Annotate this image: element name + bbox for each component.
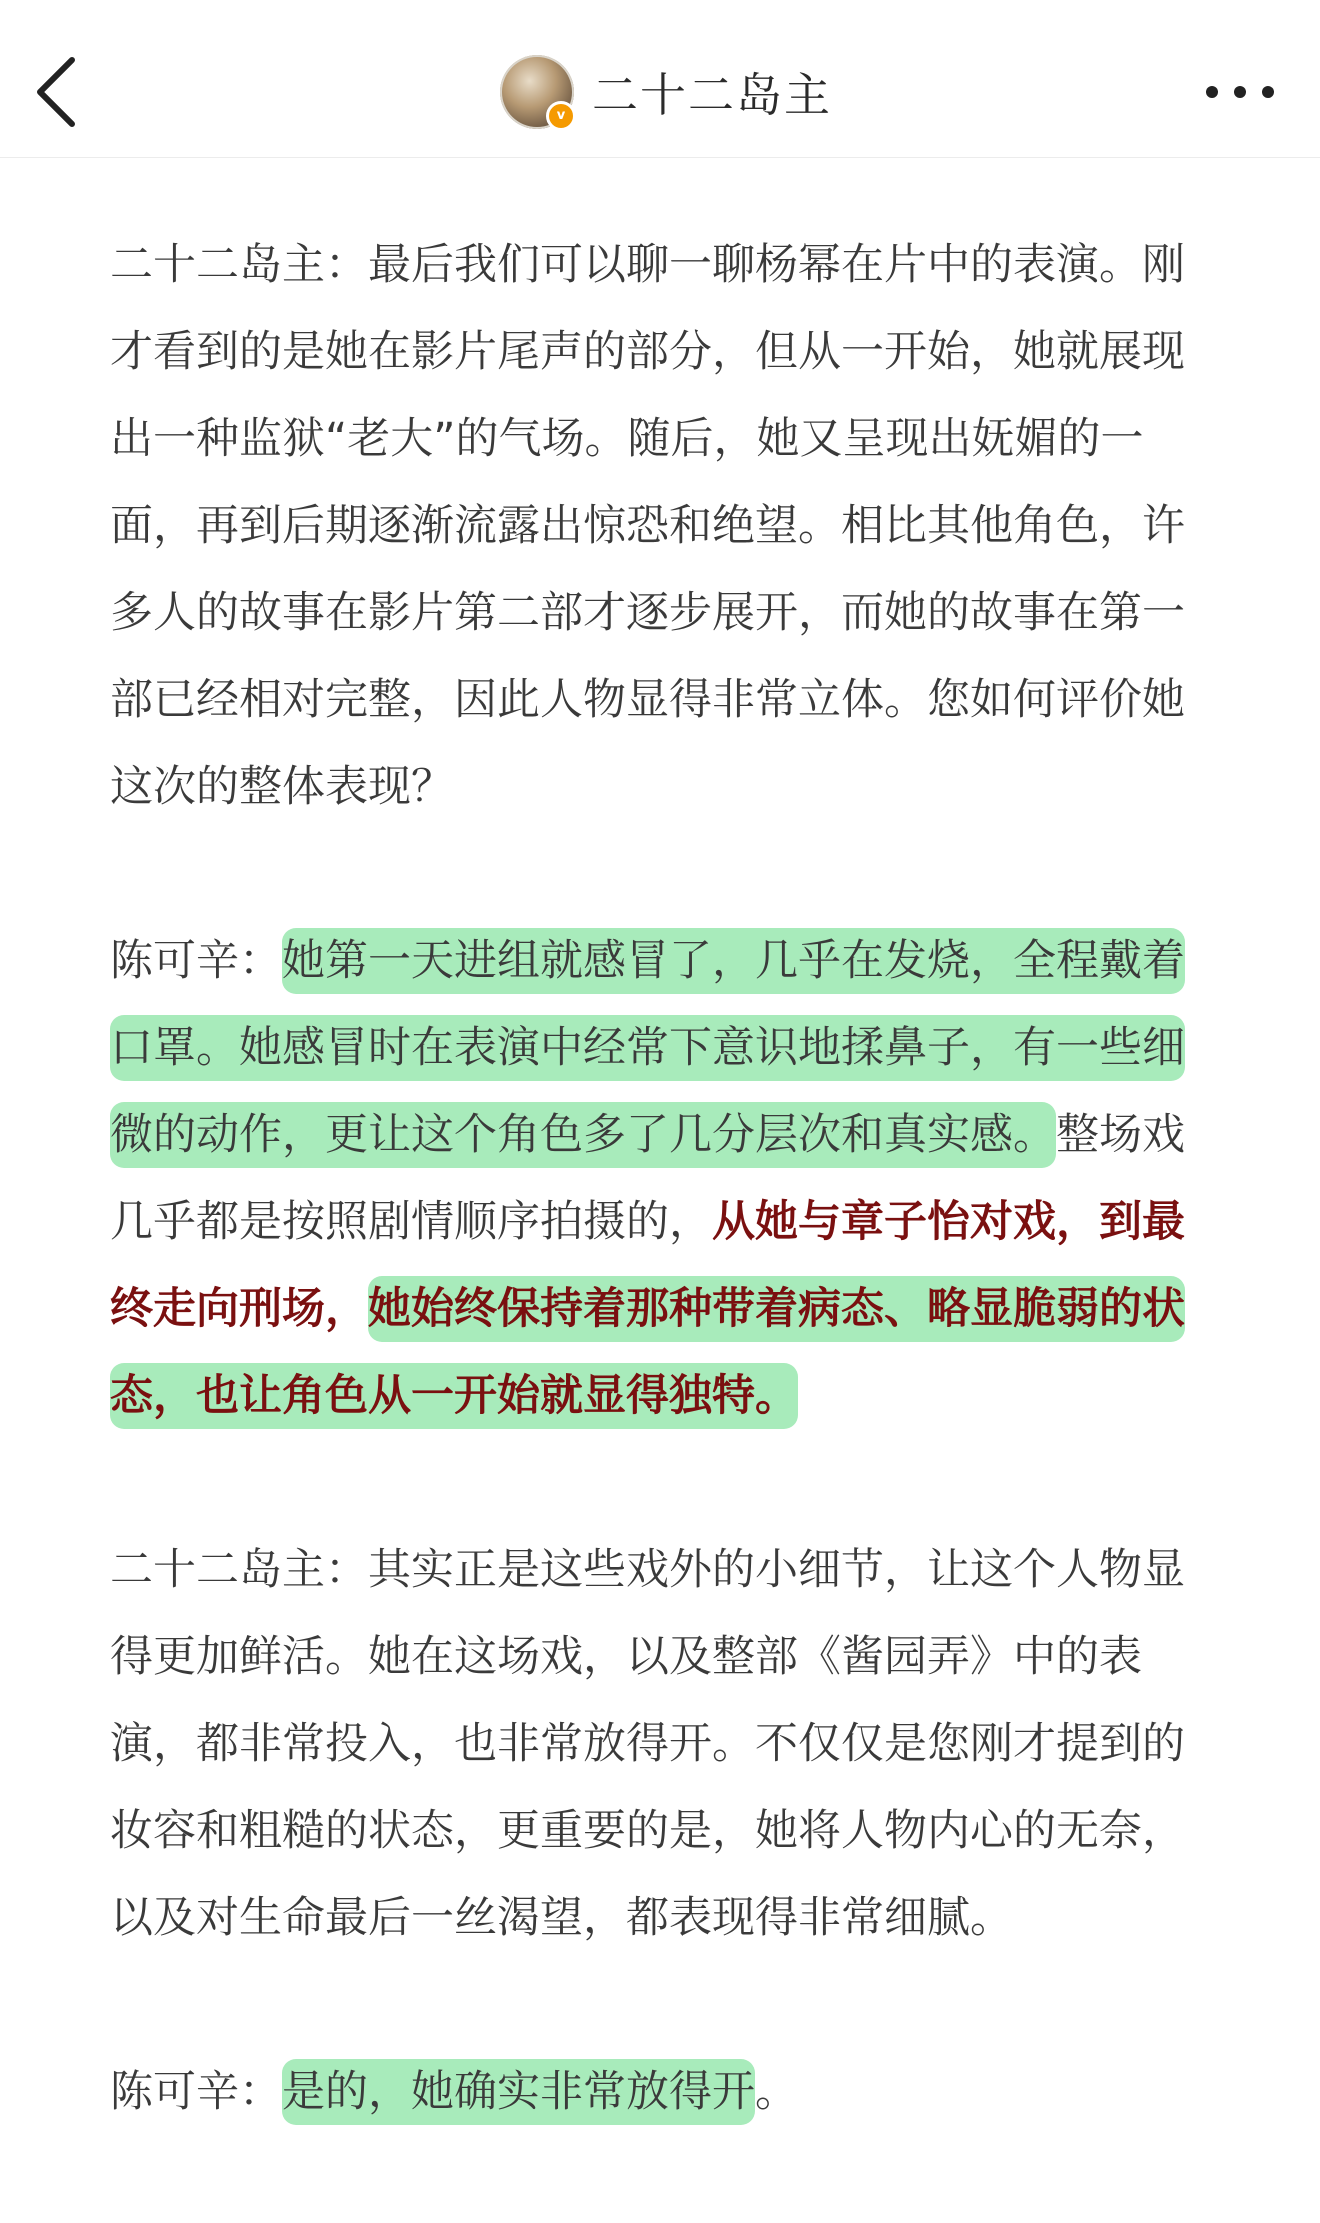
verified-badge-icon: v bbox=[546, 101, 576, 131]
paragraph-text: 最后我们可以聊一聊杨幂在片中的表演。刚才看到的是她在影片尾声的部分，但从一开始，她就展现出一种监狱“老大”的气场。随后，她又呈现出妩媚的一面，再到后期逐渐流露出惊恐和绝望。相比其他角色，许多人的故事在影片第二部才逐步展开，而她的故事在第一部已经相对完整，因此人物显得非常立体。您如何评价她这次的整体表现？ bbox=[110, 240, 1185, 812]
avatar[interactable] bbox=[500, 55, 574, 129]
bold-highlighted-text: 她始终保持着那种带着病态、略显脆弱的状态，也让角色从一开始就显得独特。 bbox=[110, 1276, 1185, 1429]
speaker-label: 陈可辛： bbox=[110, 936, 282, 986]
paragraph-4 bbox=[110, 2049, 1220, 2136]
paragraph-text: 整场戏几乎都是按照剧情顺序拍摄的， bbox=[110, 1110, 1185, 1247]
paragraph-1 bbox=[110, 222, 1220, 831]
highlighted-text: 是的，她确实非常放得开 bbox=[282, 2059, 755, 2125]
speaker-label: 二十二岛主： bbox=[110, 240, 368, 290]
paragraph-text: 其实正是这些戏外的小细节，让这个人物显得更加鲜活。她在这场戏，以及整部《酱园弄》中的表演，都非常投入，也非常放得开。不仅仅是您刚才提到的妆容和粗糙的状态，更重要的是，她将人物内心的无奈，以及对生命最后一丝渴望，都表现得非常细腻。 bbox=[110, 1545, 1185, 1943]
paragraph-3 bbox=[110, 1527, 1220, 1962]
paragraph-text: 。 bbox=[755, 2067, 798, 2117]
chevron-left-icon[interactable] bbox=[28, 52, 84, 132]
article-body bbox=[110, 222, 1220, 2223]
top-navigation-bar bbox=[0, 0, 1320, 158]
speaker-label: 二十二岛主： bbox=[110, 1545, 368, 1595]
account-name[interactable]: 二十二岛主 bbox=[592, 68, 832, 122]
bold-dark-text: 从她与章子怡对戏，到最终走向刑场， bbox=[110, 1197, 1185, 1334]
account-header[interactable] bbox=[500, 52, 832, 132]
more-horizontal-icon[interactable] bbox=[1200, 72, 1280, 112]
speaker-label: 陈可辛： bbox=[110, 2067, 282, 2117]
highlighted-text: 她第一天进组就感冒了，几乎在发烧，全程戴着口罩。她感冒时在表演中经常下意识地揉鼻子，有一些细微的动作，更让这个角色多了几分层次和真实感。 bbox=[110, 928, 1185, 1168]
paragraph-2 bbox=[110, 918, 1220, 1440]
